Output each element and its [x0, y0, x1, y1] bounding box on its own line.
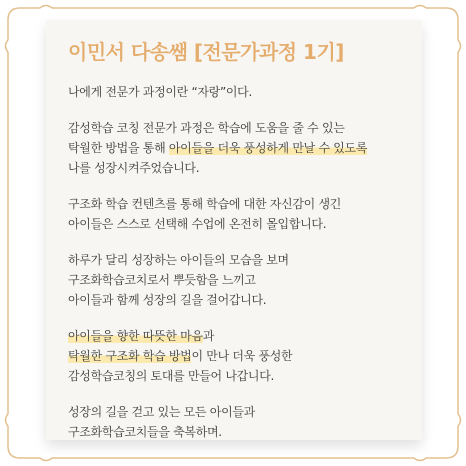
paragraph — [68, 326, 408, 386]
paragraph — [68, 118, 408, 178]
text-line — [68, 214, 408, 234]
text-segment: 하루가 달리 성장하는 아이들의 모습을 보며 — [68, 253, 289, 267]
text-line — [68, 138, 408, 158]
text-segment: 과 — [202, 329, 215, 343]
text-segment: 감성학습 코칭 전문가 과정은 학습에 도움을 줄 수 있는 — [68, 121, 345, 135]
text-line — [68, 194, 408, 214]
text-segment: 아이들은 스스로 선택해 수업에 온전히 몰입합니다. — [68, 217, 327, 231]
text-line — [68, 250, 408, 270]
text-line — [68, 402, 408, 422]
paragraph — [68, 194, 408, 234]
text-segment: 구조화학습코치로서 뿌듯함을 느끼고 — [68, 273, 256, 287]
text-segment: 나를 성장시켜주었습니다. — [68, 161, 200, 175]
text-line — [68, 118, 408, 138]
text-line — [68, 158, 408, 178]
highlighted-text: 아이들을 더욱 풍성하게 만날 수 있도록 — [168, 141, 368, 155]
text-line — [68, 346, 408, 366]
text-segment: 감성학습코칭의 토대를 만들어 나갑니다. — [68, 369, 275, 383]
paragraph — [68, 82, 408, 102]
text-line — [68, 82, 408, 102]
text-line — [68, 270, 408, 290]
text-line — [68, 326, 408, 346]
text-segment: 구조화학습코치들을 축복하며. — [68, 425, 222, 439]
page-title: 이민서 다송쌤 [전문가과정 1기] — [68, 40, 344, 64]
text-segment: 이 만나 더욱 풍성한 — [191, 349, 293, 363]
text-segment: 성장의 길을 걷고 있는 모든 아이들과 — [68, 405, 255, 419]
text-line — [68, 422, 408, 442]
text-segment: 나에게 전문가 과정이란 “자랑”이다. — [68, 85, 252, 99]
text-line — [68, 366, 408, 386]
paragraph — [68, 250, 408, 310]
text-line — [68, 290, 408, 310]
text-segment: 탁월한 방법을 통해 — [68, 141, 169, 155]
paragraph — [68, 402, 408, 442]
text-segment: 구조화 학습 컨텐츠를 통해 학습에 대한 자신감이 생긴 — [68, 197, 342, 211]
text-segment: 아이들과 함께 성장의 길을 걸어갑니다. — [68, 293, 267, 307]
highlighted-text: 아이들을 향한 따뜻한 마음 — [68, 329, 203, 343]
highlighted-text: 탁월한 구조화 학습 방법 — [68, 349, 192, 363]
testimonial-body — [68, 82, 408, 458]
